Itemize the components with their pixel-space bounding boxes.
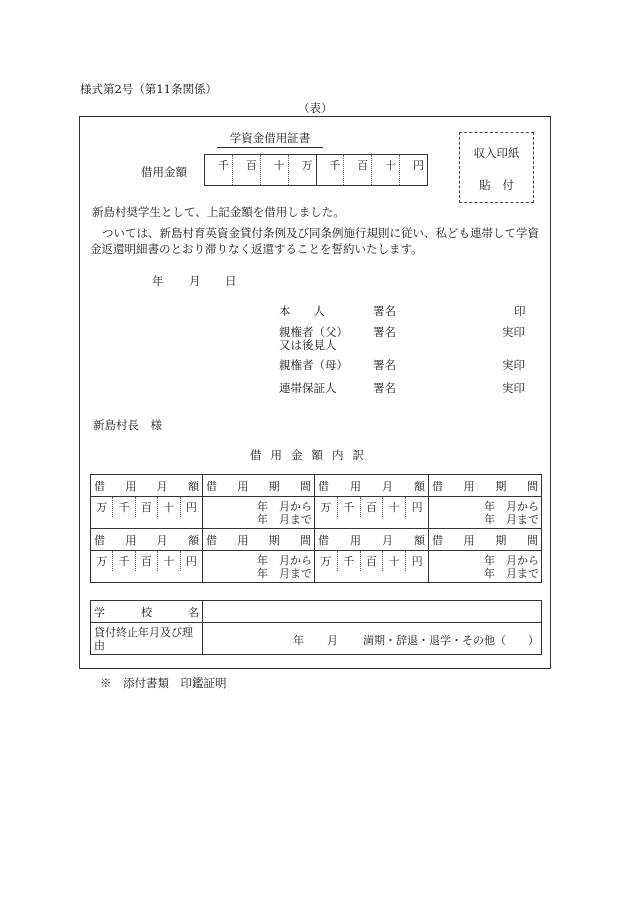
period-header: 借 用 期 間: [206, 479, 311, 493]
period-header: 借 用 期 間: [432, 479, 538, 493]
loan-end-field: [203, 623, 542, 655]
school-table: [90, 600, 542, 655]
unit-juu-2: 十: [385, 159, 397, 172]
signer-father-sign: 署名: [373, 325, 396, 339]
signer-self-sign: 署名: [373, 304, 396, 318]
addressee: 新島村長 様: [93, 418, 162, 432]
revenue-stamp-box: [459, 132, 534, 203]
period-cell: 年 月から 年 月まで: [257, 553, 312, 580]
loan-end-label: 貸付終止年月及び理由: [91, 623, 203, 655]
loan-end-reasons: 満期・辞退・退学・その他（ ）: [363, 634, 539, 647]
period-cell: 年 月から 年 月まで: [484, 553, 539, 580]
signer-guarantor-role: 連帯保証人: [279, 381, 337, 395]
amount-digit-cells: 万 千 百 十 円: [315, 551, 428, 571]
unit-hyaku: 百: [245, 159, 257, 172]
table-row: [91, 551, 542, 583]
school-name-field[interactable]: [203, 601, 542, 623]
form-number: 様式第2号（第11条関係）: [80, 82, 217, 96]
signer-mother-seal: 実印: [502, 358, 525, 372]
loan-end-year: 年: [293, 634, 304, 647]
amount-header: 借 用 月 額: [318, 533, 425, 547]
signer-mother-sign: 署名: [373, 358, 396, 372]
period-cell: 年 月から 年 月まで: [257, 499, 312, 526]
unit-en: 円: [413, 159, 424, 172]
body-paragraph-2: ついては、新島村育英資金貸付条例及び同条例施行規則に従い、私ども連帯して学資金返還明細書のとおり滞りなく返還することを誓約いたします。: [90, 226, 539, 256]
amount-header: 借 用 月 額: [94, 479, 199, 493]
date-month: 月: [189, 274, 201, 288]
signer-father-role2: 又は後見人: [279, 338, 337, 352]
unit-juu: 十: [273, 159, 285, 172]
loan-end-row: [91, 623, 542, 655]
signer-self-seal: 印: [514, 304, 526, 318]
breakdown-title: 借用金額内訳: [250, 448, 373, 462]
date-day: 日: [225, 274, 237, 288]
amount-digit-cells: 万 千 百 十 円: [315, 497, 428, 517]
signer-father-role: 親権者（父）: [279, 325, 348, 339]
loan-end-month: 月: [327, 634, 338, 647]
amount-label: 借用金額: [141, 165, 187, 179]
amount-digit-cells: 万 千 百 十 円: [91, 551, 202, 571]
unit-sen: 千: [217, 159, 229, 172]
unit-hyaku-2: 百: [357, 159, 369, 172]
school-name-label: 学 校 名: [94, 605, 199, 619]
attachment-note: ※ 添付書類 印鑑証明: [100, 676, 227, 690]
period-header: 借 用 期 間: [206, 533, 311, 547]
table-row: [91, 497, 542, 529]
breakdown-header-row: [91, 475, 542, 497]
amount-header: 借 用 月 額: [94, 533, 199, 547]
date-year: 年: [152, 274, 164, 288]
stamp-affix-label: 貼付: [479, 178, 526, 192]
stamp-label: 収入印紙: [473, 146, 520, 160]
amount-box: [204, 154, 428, 186]
signer-self-role-text: 本 人: [279, 304, 325, 318]
signer-father-seal: 実印: [502, 325, 525, 339]
breakdown-header-row: [91, 529, 542, 551]
signer-guarantor-seal: 実印: [502, 381, 525, 395]
period-cell: 年 月から 年 月まで: [484, 499, 539, 526]
amount-header: 借 用 月 額: [318, 479, 425, 493]
document-title: 学資金借用証書: [217, 130, 323, 148]
unit-sen-2: 千: [329, 159, 341, 172]
signer-mother-role: 親権者（母）: [279, 358, 348, 372]
body-paragraph-1: 新島村奨学生として、上記金額を借用しました。: [92, 205, 345, 219]
school-name-row: [91, 601, 542, 623]
side-label: （表）: [298, 101, 333, 115]
unit-man: 万: [301, 159, 313, 172]
signer-guarantor-sign: 署名: [373, 381, 396, 395]
breakdown-table: [90, 474, 542, 583]
amount-digit-cells: 万 千 百 十 円: [91, 497, 202, 517]
period-header: 借 用 期 間: [432, 533, 538, 547]
